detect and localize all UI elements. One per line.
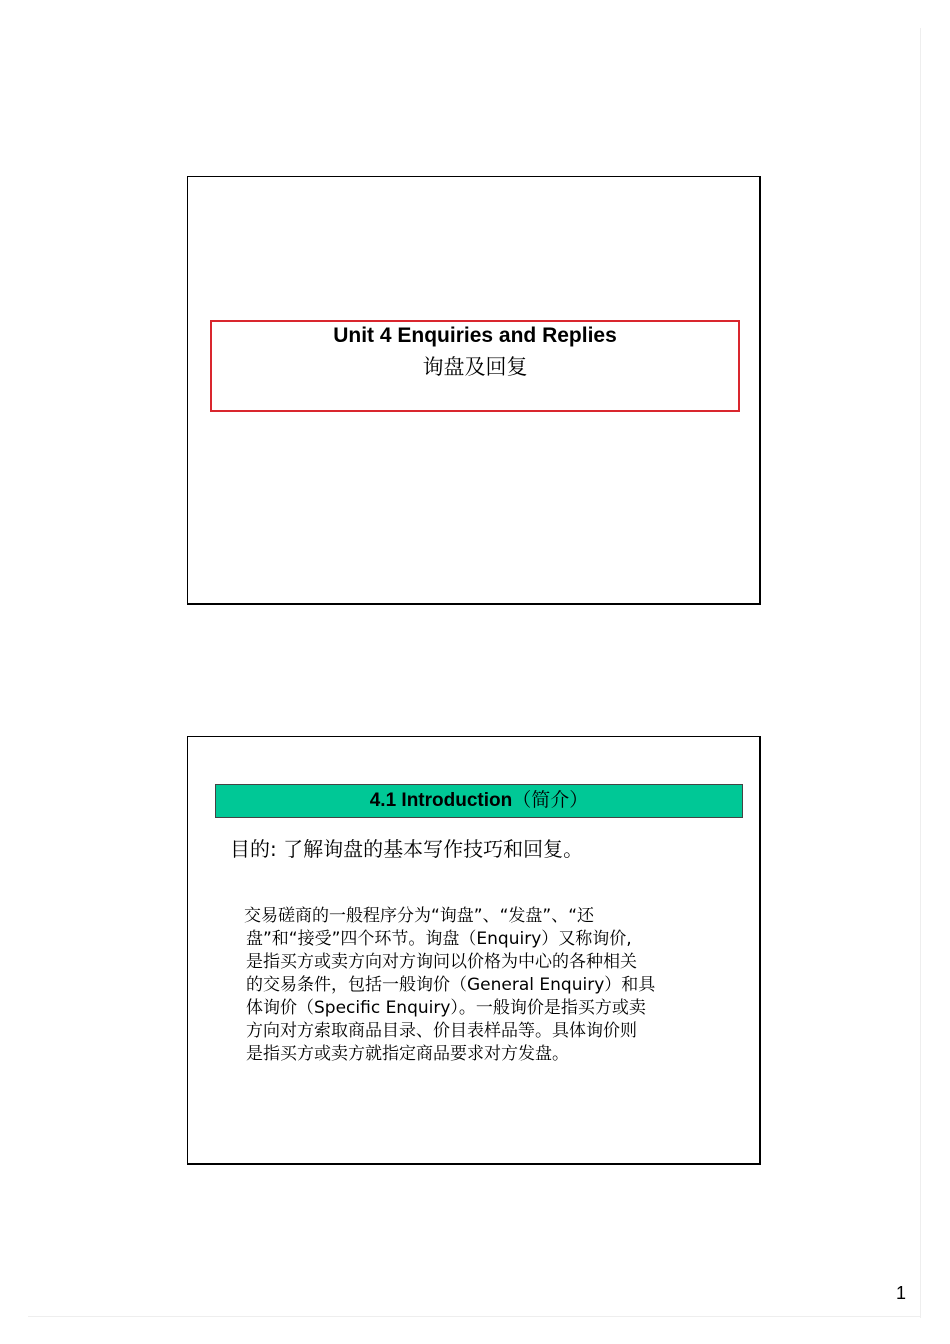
title-box <box>210 320 740 412</box>
page-edge <box>920 28 921 1318</box>
section-heading-en: 4.1 Introduction <box>369 790 513 811</box>
paragraph-line: 是指买方或卖方就指定商品要求对方发盘。 <box>246 1044 569 1064</box>
paragraph-line: 的交易条件，包括一般询价（General Enquiry）和具 <box>246 975 656 995</box>
purpose-statement: 目的: 了解询盘的基本写作技巧和回复。 <box>230 837 584 861</box>
page-number: 1 <box>896 1283 907 1303</box>
slide-title-zh: 询盘及回复 <box>422 355 528 379</box>
paragraph-line: 交易磋商的一般程序分为“询盘”、“发盘”、“还 <box>244 906 595 926</box>
intro-paragraph <box>246 905 716 1066</box>
paragraph-line: 盘”和“接受”四个环节。询盘（Enquiry）又称询价, <box>246 929 632 949</box>
paragraph-line: 方向对方索取商品目录、价目表样品等。具体询价则 <box>246 1021 637 1041</box>
paragraph-line: 体询价（Specific Enquiry）。一般询价是指买方或卖 <box>246 998 646 1018</box>
slide-2 <box>187 736 761 1165</box>
page-edge <box>28 1316 921 1317</box>
slide-title-en: Unit 4 Enquiries and Replies <box>333 324 617 347</box>
paragraph-line: 是指买方或卖方向对方询问以价格为中心的各种相关 <box>246 952 637 972</box>
section-heading <box>215 784 743 818</box>
slide-1 <box>187 176 761 605</box>
section-heading-zh: （简介） <box>512 789 589 811</box>
